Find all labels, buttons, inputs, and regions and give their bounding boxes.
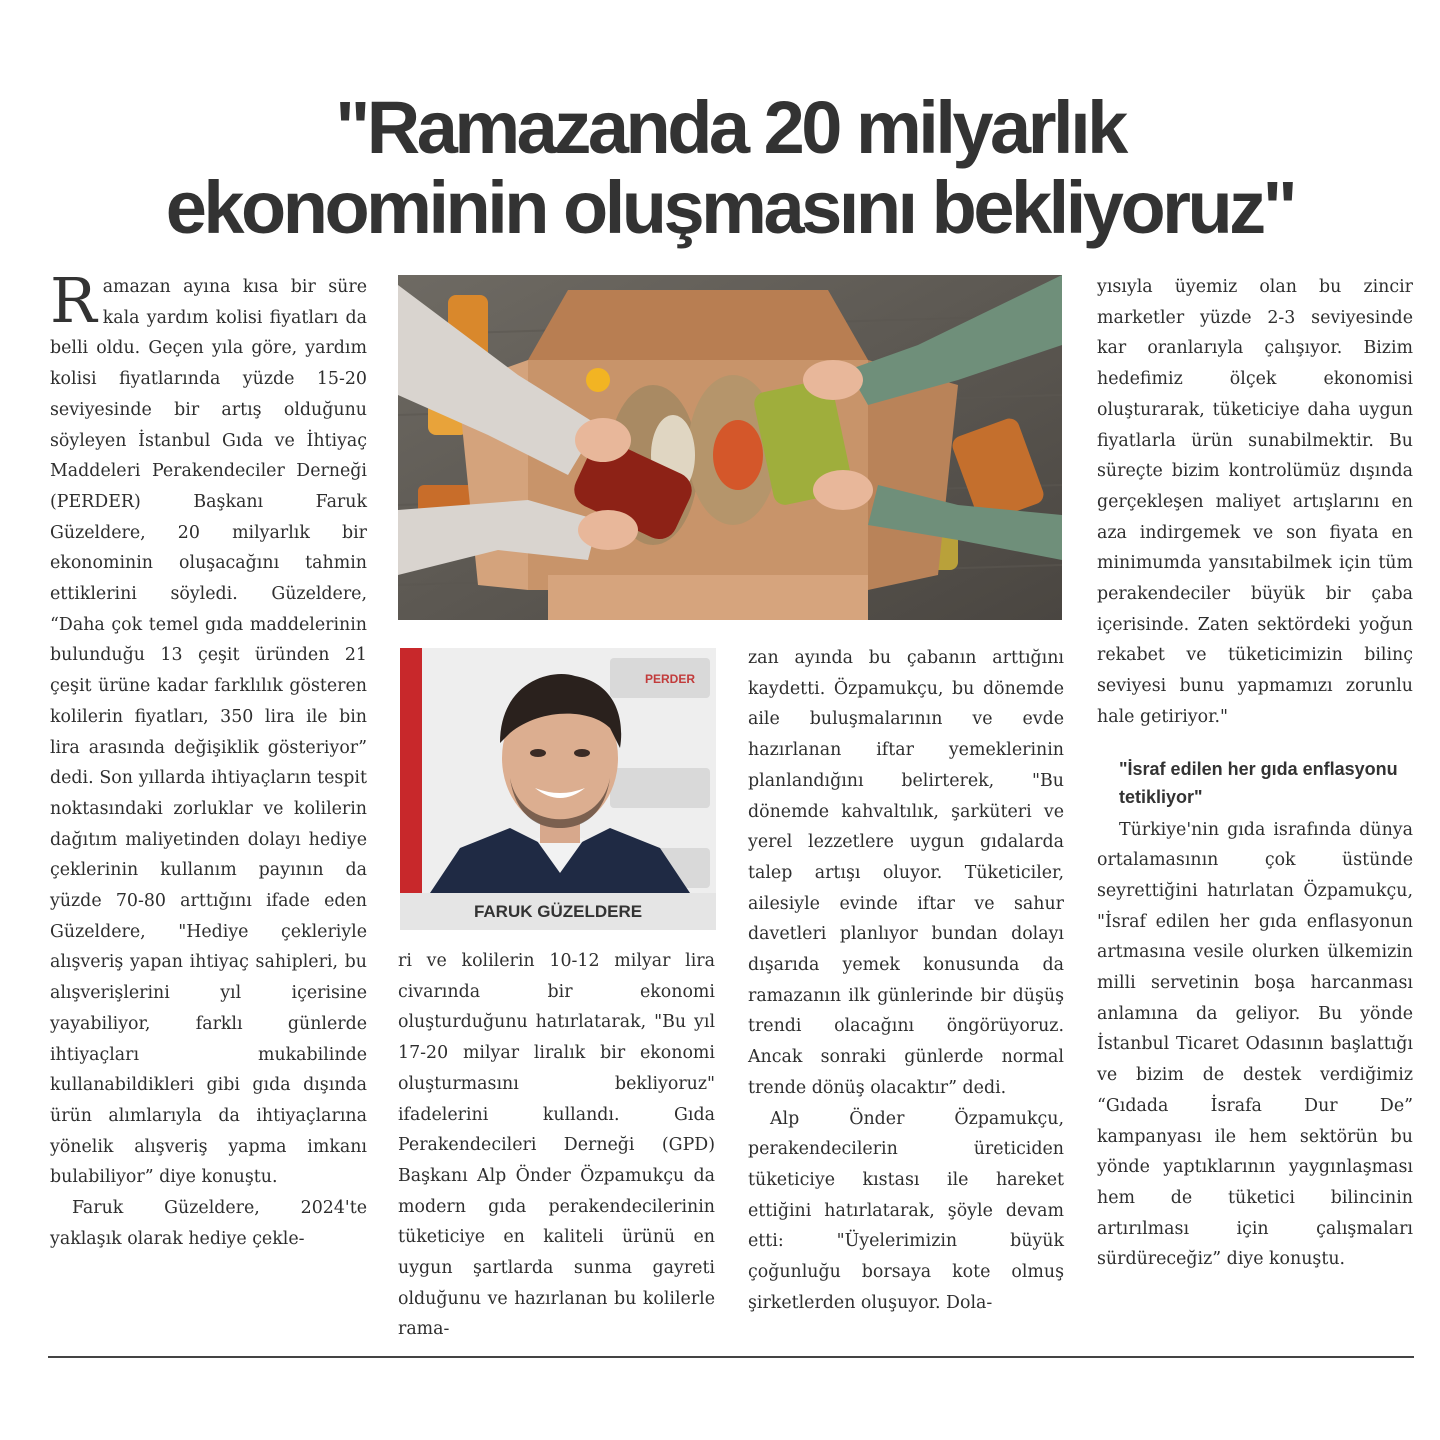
headline: [40, 88, 1420, 248]
headline-line-2: ekonominin oluşmasını bekliyoruz": [165, 166, 1295, 249]
article-column-2: [398, 946, 715, 1345]
paragraph: Faruk Güzeldere, 2024'te yaklaşık olarak hediye çekle-: [50, 1198, 367, 1249]
food-box-photo: [398, 275, 1062, 620]
article-column-1: [50, 264, 367, 1255]
banner-logo-text: PERDER: [645, 672, 696, 686]
portrait-figure: [400, 648, 716, 930]
paragraph: ri ve kolilerin 10-12 milyar lira civarında bir ekonomi oluşturduğunu hatırlatarak, "Bu yıl 17-20 milyar liralık bir ekonomi oluşturmasını bekliyoruz" ifadelerini kullandı. Gıda Perakendecileri Derneği (GPD) Başkanı Alp Önder Özpamukçu da modern gıda perakendecilerinin tüketiciye en kaliteli ürünü en uygun şartlarda sunma gayreti olduğunu ve hazırlanan bu kolilerle rama-: [398, 951, 715, 1340]
article-column-4: [1097, 272, 1413, 1275]
portrait-caption: FARUK GÜZELDERE: [473, 902, 643, 921]
drop-cap: R: [50, 264, 97, 337]
paragraph: zan ayında bu çabanın arttığını kaydetti. Özpamukçu, bu dönemde aile buluşmalarının ve evde hazırlanan iftar yemeklerinin planlandığını belirterek, "Bu dönemde kahvaltılık, şarküteri ve yerel lezzetlere uygun gıdalarda talep artışı oluyor. Tüketiciler, ailesiyle evinde iftar ve sahur davetleri planlıyor bundan dolayı dışarıda yemek konusunda da ramazanın ilk günlerinde bir düşüş trendi olacağını öngörüyoruz. Ancak sonraki günlerde normal trende dönüş olacaktır” dedi.: [748, 648, 1064, 1098]
paragraph: Alp Önder Özpamukçu, perakendecilerin üreticiden tüketiciye kıstası ile hareket ettiğini hatırlatarak, şöyle devam etti: "Üyelerimizin büyük çoğunluğu borsaya kote olmuş şirketlerden oluşuyor. Dola-: [748, 1108, 1064, 1313]
bottom-rule: [48, 1356, 1414, 1358]
paragraph: [50, 264, 367, 1193]
paragraph: Türkiye'nin gıda israfında dünya ortalamasının çok üstünde seyrettiğini hatırlatan Özpamukçu, "İsraf edilen her gıda enflasyonun artmasına vesile olurken ülkemizin milli servetinin boşa harcanması anlamına da geliyor. Bu yönde İstanbul Ticaret Odasının başlattığı ve bizim de destek verdiğimiz “Gıdada İsrafa Dur De” kampanyası ile hem sektörün bu yönde yaptıklarının yaygınlaşması hem de tüketici bilincinin artırılması için çalışmaları sürdüreceğiz” diye konuştu.: [1097, 819, 1413, 1270]
paragraph-text: amazan ayına kısa bir süre kala yardım kolisi fiyatları da belli oldu. Geçen yıla göre, yardım kolisi fiyatlarında yüzde 15-20 seviyesinde bir artış olduğunu söyleyen İstanbul Gıda ve İhtiyaç Maddeleri Perakendeciler Derneği (PERDER) Başkanı Faruk Güzeldere, 20 milyarlık bir ekonominin oluşacağını tahmin ettiklerini söyledi. Güzeldere, “Daha çok temel gıda maddelerinin bulunduğu 13 çeşit üründen 21 çeşit ürüne kadar farklılık gösteren kolilerin fiyatları, 350 lira ile bin lira arasında değişiklik gösteriyor” dedi. Son yıllarda ihtiyaçların tespit noktasındaki zorluklar ve kolilerin dağıtım maliyetinden dolayı hediye çeklerinin kullanım payının da yüzde 70-80 arttığını ifade eden Güzeldere, "Hediye çekleriyle alışveriş yapan ihtiyaç sahipleri, bu alışverişlerini yıl içerisine yayabiliyor, farklı günlerde ihtiyaçları mukabilinde kullanabildikleri gibi gıda dışında ürün alımlarıyla da ihtiyaçlarına yönelik alışveriş yapma imkanı bulabiliyor” diye konuştu.: [50, 277, 367, 1188]
paragraph: yısıyla üyemiz olan bu zincir marketler yüzde 2-3 seviyesinde kar oranlarıyla çalışıyor. Bizim hedefimiz ölçek ekonomisi oluşturarak, tüketiciye daha uygun fiyatlarla ürün sunabilmektir. Bu süreçte bizim kontrolümüz dışında gerçekleşen maliyet artışlarını en aza indirgemek ve son fiyata en minimumda yansıtabilmek için tüm perakendeciler büyük bir çaba içerisinde. Zaten sektördeki yoğun rekabet ve tüketicimizin bilinç seviyesi bunu yapmamızı zorunlu hale getiriyor.": [1097, 277, 1413, 727]
headline-line-1: "Ramazanda 20 milyarlık: [335, 86, 1125, 169]
subheading: "İsraf edilen her gıda enflasyonu tetikliyor": [1119, 758, 1398, 807]
article-column-3: [748, 643, 1064, 1318]
portrait-photo: [400, 648, 716, 893]
